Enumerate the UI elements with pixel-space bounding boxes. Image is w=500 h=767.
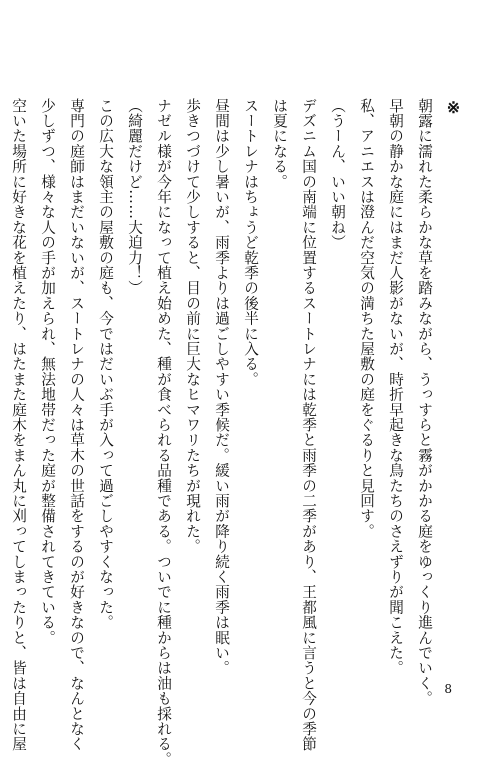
text-line-10: ナゼル様が今年になって植え始めた、種が食べられる品種である。ついでに種からは油も採れる。 xyxy=(155,98,172,767)
text-line-2: 早朝の静かな庭にはまだ人影がないが、時折早起きな鳥たちのさえずりが聞こえた。 xyxy=(387,98,404,676)
text-line-13: 専門の庭師はまだいないが、スートレナの人々は草木の世話をするのが好きなので、なんとなく xyxy=(68,98,85,752)
text-line-8: 昼間は少し暑いが、雨季よりは過ごしやすい季候だ。緩い雨が降り続く雨季は眠い。 xyxy=(213,98,230,676)
text-line-11: （綺麗だけど……大迫力！） xyxy=(126,98,143,296)
text-line-12: この広大な領主の屋敷の庭も、今ではだいぶ手が入って過ごしやすくなった。 xyxy=(97,98,114,630)
text-line-6: は夏になる。 xyxy=(271,98,288,190)
text-line-14: 少しずつ、様々な人の手が加えられ、無法地帯だった庭が整備されてきている。 xyxy=(39,98,56,646)
text-line-5: デズニム国の南端に位置するスートレナには乾季と雨季の二季があり、王都風に言うと今の季節 xyxy=(300,98,317,752)
text-line-4: （うーん、いい朝ね） xyxy=(329,98,346,250)
text-line-1: 朝露に濡れた柔らかな草を踏みながら、うっすらと霧がかかる庭をゆっくり進んでいく。 xyxy=(416,98,433,706)
section-marker: ※ xyxy=(444,98,463,118)
vertical-text-block xyxy=(4,98,468,767)
page-number: 8 xyxy=(444,682,452,696)
text-line-9: 歩きつづけて少しすると、目の前に巨大なヒマワリたちが現れた。 xyxy=(184,98,201,554)
text-line-7: スートレナはちょうど乾季の後半に入る。 xyxy=(242,98,259,387)
text-line-15: 空いた場所に好きな花を植えたり、はたまた庭木をまん丸に刈ってしまったりと、皆は自由に屋 xyxy=(10,98,27,752)
text-line-3: 私、アニエスは澄んだ空気の満ちた屋敷の庭をぐるりと見回す。 xyxy=(358,98,375,539)
